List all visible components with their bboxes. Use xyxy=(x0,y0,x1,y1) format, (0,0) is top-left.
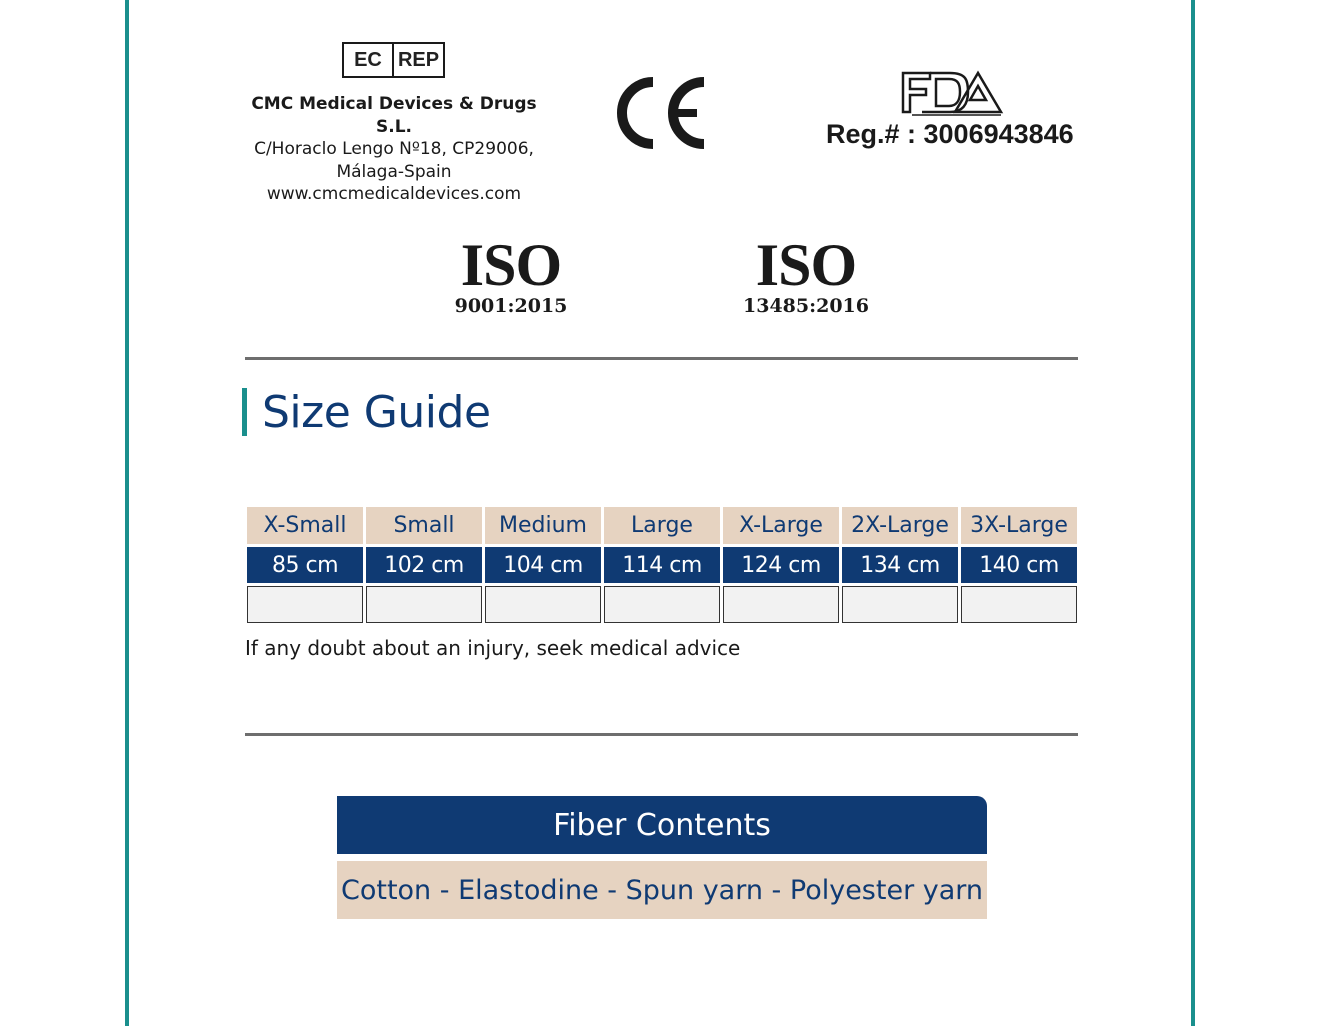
size-label-xlarge: X-Large xyxy=(723,507,839,544)
size-checkbox-large[interactable] xyxy=(604,586,720,623)
size-measure-3xlarge: 140 cm xyxy=(961,547,1077,583)
iso-label: ISO xyxy=(755,232,857,298)
fiber-contents-title: Fiber Contents xyxy=(337,796,987,854)
manufacturer-address xyxy=(232,93,556,206)
ec-label: EC xyxy=(344,44,394,76)
right-border-line xyxy=(1191,0,1195,1026)
size-checkbox-xsmall[interactable] xyxy=(247,586,363,623)
ce-mark-icon xyxy=(605,70,715,156)
size-checkbox-2xlarge[interactable] xyxy=(842,586,958,623)
size-guide-title: Size Guide xyxy=(262,386,491,438)
size-measure-small: 102 cm xyxy=(366,547,482,583)
website-text: www.cmcmedicaldevices.com xyxy=(266,184,522,204)
iso-9001-mark xyxy=(441,232,581,318)
size-guide-heading xyxy=(242,388,491,436)
size-label-xsmall: X-Small xyxy=(247,507,363,544)
ec-rep-symbol xyxy=(342,42,445,78)
fda-registration-number: Reg.# : 3006943846 xyxy=(826,119,1074,149)
size-checkbox-xlarge[interactable] xyxy=(723,586,839,623)
left-border-line xyxy=(125,0,129,1026)
size-measure-2xlarge: 134 cm xyxy=(842,547,958,583)
divider-bottom xyxy=(245,733,1078,736)
iso-13485-mark xyxy=(736,232,876,318)
size-measure-xsmall: 85 cm xyxy=(247,547,363,583)
size-label-3xlarge: 3X-Large xyxy=(961,507,1077,544)
rep-label: REP xyxy=(397,48,440,71)
heading-accent-bar xyxy=(242,388,247,436)
size-table xyxy=(247,507,1077,623)
fda-logo-icon xyxy=(900,70,1005,116)
size-checkbox-medium[interactable] xyxy=(485,586,601,623)
medical-advice-note: If any doubt about an injury, seek medical advice xyxy=(245,636,741,660)
size-measure-large: 114 cm xyxy=(604,547,720,583)
iso-standard: 9001:2015 xyxy=(454,295,568,317)
size-checkbox-3xlarge[interactable] xyxy=(961,586,1077,623)
size-checkbox-small[interactable] xyxy=(366,586,482,623)
size-label-small: Small xyxy=(366,507,482,544)
size-label-large: Large xyxy=(604,507,720,544)
iso-label: ISO xyxy=(460,232,562,298)
size-measure-medium: 104 cm xyxy=(485,547,601,583)
size-measure-xlarge: 124 cm xyxy=(723,547,839,583)
size-label-medium: Medium xyxy=(485,507,601,544)
fiber-contents-list: Cotton - Elastodine - Spun yarn - Polyester yarn xyxy=(337,861,987,919)
address-line-2: Málaga-Spain xyxy=(336,161,452,182)
address-line-1: C/Horaclo Lengo Nº18, CP29006, xyxy=(254,139,534,159)
size-label-2xlarge: 2X-Large xyxy=(842,507,958,544)
iso-standard: 13485:2016 xyxy=(743,295,869,317)
divider-top xyxy=(245,357,1078,360)
company-name: CMC Medical Devices & Drugs S.L. xyxy=(251,94,537,137)
